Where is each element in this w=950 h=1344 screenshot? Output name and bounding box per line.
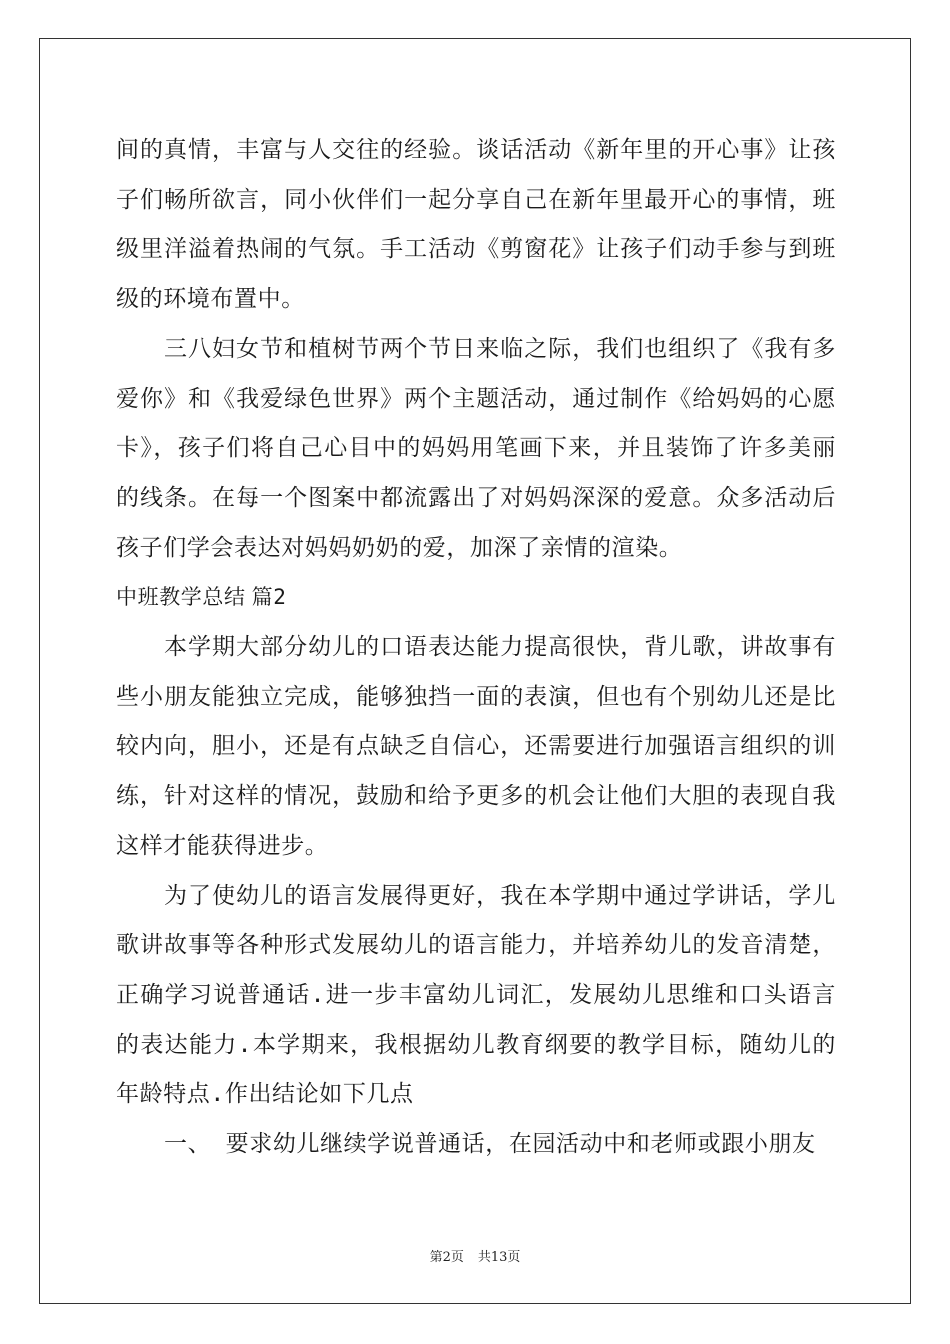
- section-heading-title: 中班教学总结: [116, 585, 246, 610]
- paragraph-festival-activities: 三八妇女节和植树节两个节日来临之际，我们也组织了《我有多爱你》和《我爱绿色世界》两个主题活动，通过制作《给妈妈的心愿卡》，孩子们将自己心目中的妈妈用笔画下来，并且装饰了许多美丽的线条。在每一个图案中都流露出了对妈妈深深的爱意。众多活动后孩子们学会表达对妈妈奶奶的爱，加深了亲情的渲染。: [116, 335, 836, 561]
- document-body: [116, 126, 836, 1170]
- paragraph-continuation: 间的真情，丰富与人交往的经验。谈话活动《新年里的开心事》让孩子们畅所欲言，同小伙伴们一起分享自己在新年里最开心的事情，班级里洋溢着热闹的气氛。手工活动《剪窗花》让孩子们动手参与到班级的环境布置中。: [116, 137, 836, 313]
- page-total: 共13页: [477, 1250, 521, 1265]
- paragraph-point-one: 一、 要求幼儿继续学说普通话，在园活动中和老师或跟小朋友: [164, 1131, 816, 1158]
- section-heading-number: 篇2: [251, 585, 287, 610]
- page-footer: [0, 1246, 950, 1265]
- section-heading: [116, 573, 836, 623]
- page-number: 第2页: [429, 1250, 464, 1265]
- paragraph-oral-expression: 本学期大部分幼儿的口语表达能力提高很快，背儿歌，讲故事有些小朋友能独立完成，能够独挡一面的表演，但也有个别幼儿还是比较内向，胆小，还是有点缺乏自信心，还需要进行加强语言组织的训练，针对这样的情况，鼓励和给予更多的机会让他们大胆的表现自我这样才能获得进步。: [116, 634, 836, 859]
- paragraph-language-development: 为了使幼儿的语言发展得更好，我在本学期中通过学讲话，学儿歌讲故事等各种形式发展幼儿的语言能力，并培养幼儿的发音清楚，正确学习说普通话.进一步丰富幼儿词汇，发展幼儿思维和口头语言的表达能力.本学期来，我根据幼儿教育纲要的教学目标，随幼儿的年龄特点.作出结论如下几点: [116, 882, 836, 1108]
